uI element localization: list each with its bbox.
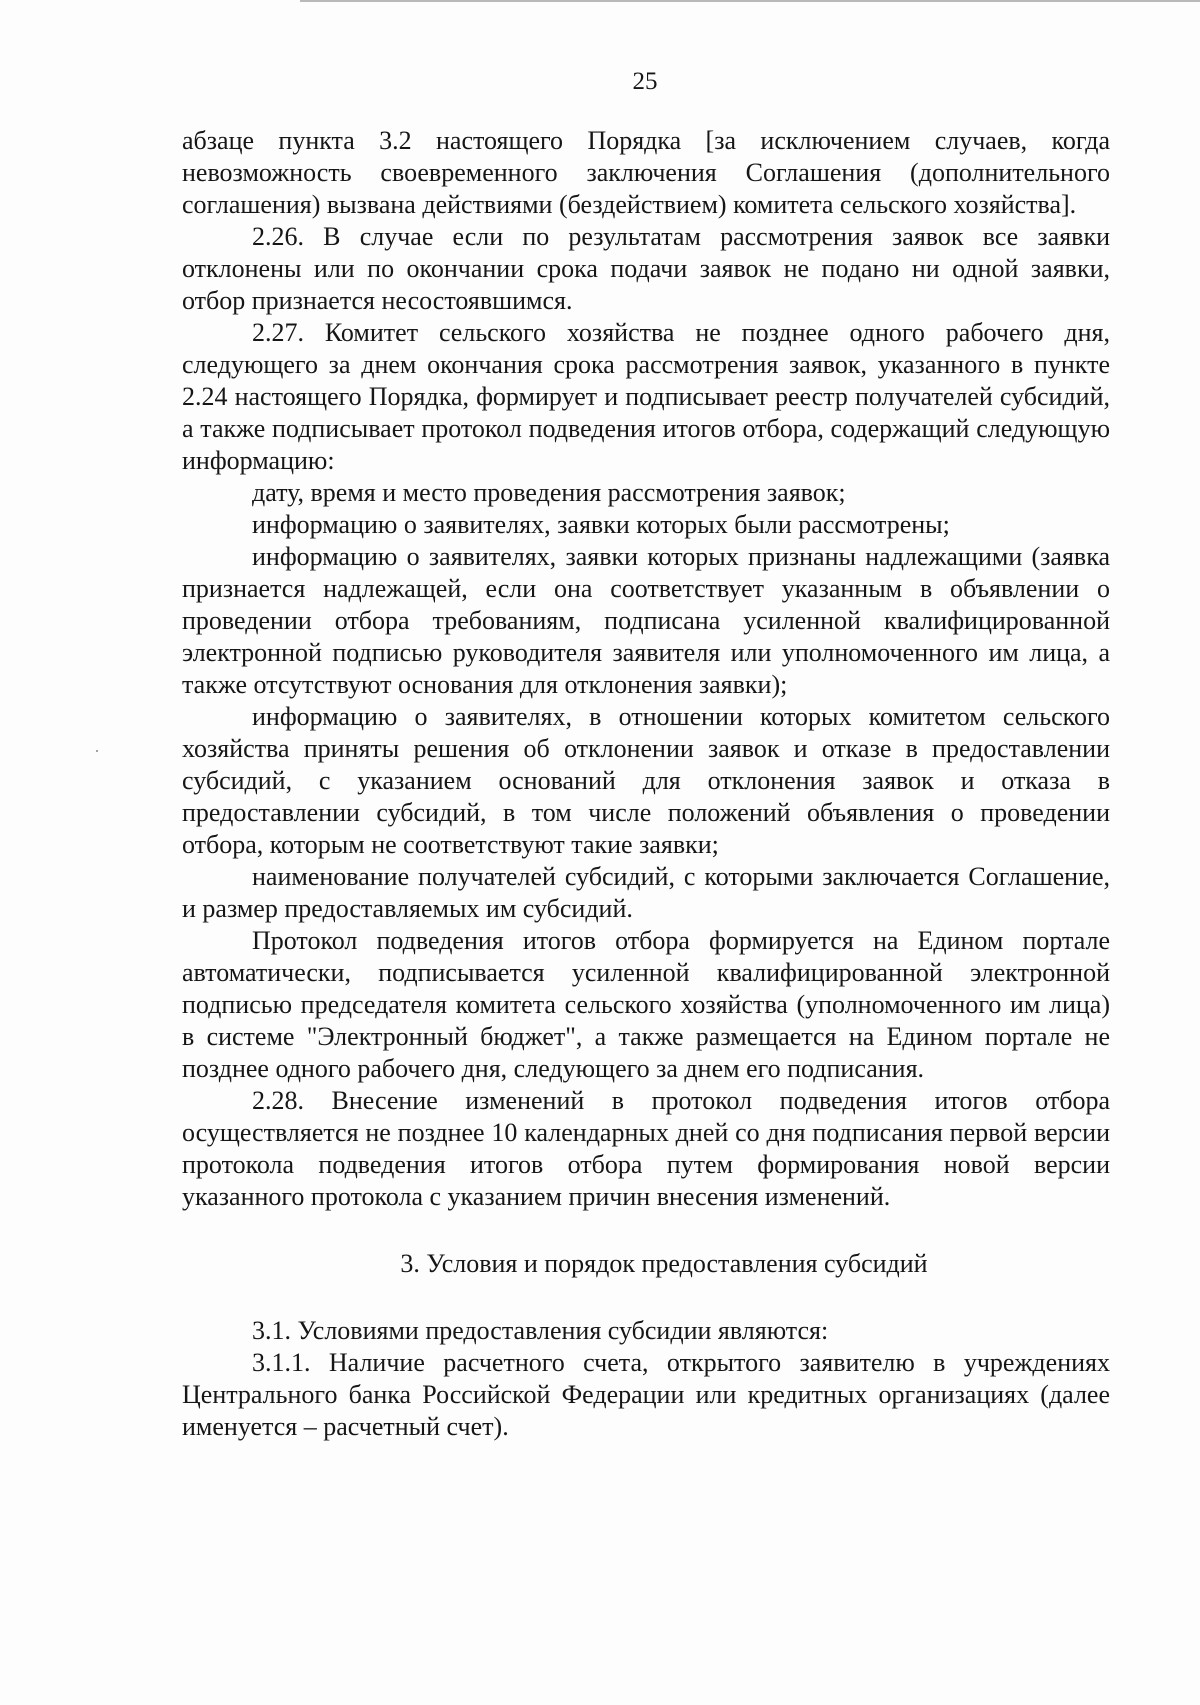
paragraph-2-27: 2.27. Комитет сельского хозяйства не позднее одного рабочего дня, следующего за днем окончания срока рассмотрения заявок, указанного в пункте 2.24 настоящего Порядка, формирует и подписывает реестр получателей субсидий, а также подписывает протокол подведения итогов отбора, содержащий следующую информацию: (182, 318, 1110, 475)
document-body (182, 125, 1110, 1443)
list-item-recipients: наименование получателей субсидий, с которыми заключается Соглашение, и размер предоставляемых им субсидий. (182, 862, 1110, 923)
scan-speck (96, 750, 98, 752)
paragraph-3-1: 3.1. Условиями предоставления субсидии являются: (252, 1316, 829, 1345)
list-item-date: дату, время и место проведения рассмотрения заявок; (252, 478, 846, 507)
list-item-rejected-applicants: информацию о заявителях, в отношении которых комитетом сельского хозяйства приняты решения об отклонении заявок и отказе в предоставлении субсидий, с указанием оснований для отклонения заявок и отказа в предоставлении субсидий, в том числе положений объявления о проведении отбора, которым не соответствуют такие заявки; (182, 702, 1110, 859)
paragraph-continuation: абзаце пункта 3.2 настоящего Порядка [за исключением случаев, когда невозможность своевременного заключения Соглашения (дополнительного соглашения) вызвана действиями (бездействием) комитета сельского хозяйства]. (182, 126, 1110, 219)
paragraph-3-1-1: 3.1.1. Наличие расчетного счета, открытого заявителю в учреждениях Центрального банка Российской Федерации или кредитных организациях (далее именуется – расчетный счет). (182, 1348, 1110, 1441)
page-number: 25 (632, 68, 658, 95)
list-item-proper-applicants: информацию о заявителях, заявки которых признаны надлежащими (заявка признается надлежащей, если она соответствует указанным в объявлении о проведении отбора требованиям, подписана усиленной квалифицированной электронной подписью руководителя заявителя или уполномоченного им лица, а также отсутствуют основания для отклонения заявки); (182, 542, 1110, 699)
top-scan-rule (300, 0, 1200, 2)
paragraph-2-26: 2.26. В случае если по результатам рассмотрения заявок все заявки отклонены или по окончании срока подачи заявок не подано ни одной заявки, отбор признается несостоявшимся. (182, 222, 1110, 315)
paragraph-2-28: 2.28. Внесение изменений в протокол подведения итогов отбора осуществляется не позднее 10 календарных дней со дня подписания первой версии протокола подведения итогов отбора путем формирования новой версии указанного протокола с указанием причин внесения изменений. (182, 1086, 1110, 1211)
paragraph-protocol: Протокол подведения итогов отбора формируется на Едином портале автоматически, подписывается усиленной квалифицированной электронной подписью председателя комитета сельского хозяйства (уполномоченного им лица) в системе "Электронный бюджет", а также размещается на Едином портале не позднее одного рабочего дня, следующего за днем его подписания. (182, 926, 1110, 1083)
section-heading: 3. Условия и порядок предоставления субсидий (400, 1249, 928, 1278)
list-item-reviewed-applicants: информацию о заявителях, заявки которых были рассмотрены; (252, 510, 950, 539)
